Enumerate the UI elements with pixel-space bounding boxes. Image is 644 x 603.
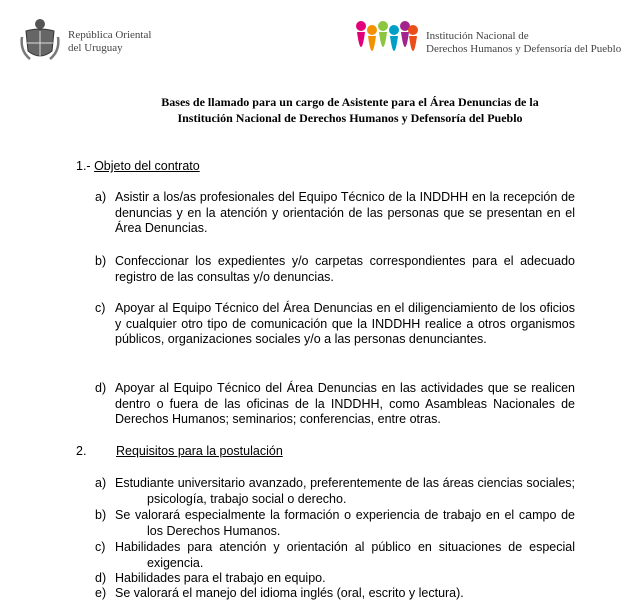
section2-heading-text: Requisitos para la postulación — [116, 444, 283, 458]
logo-figure-body — [390, 36, 398, 51]
logo-figure-body — [357, 32, 365, 47]
title-line2: Institución Nacional de Derechos Humanos y Defensoría del Pueblo — [177, 111, 523, 125]
section1-item-b — [95, 254, 575, 285]
item-marker: d) — [95, 381, 107, 395]
left-org-line2: del Uruguay — [68, 42, 123, 54]
left-org-line1: República Oriental — [68, 29, 152, 41]
item-text: Habilidades para atención y orientación al público en situaciones de especial exigencia. — [115, 540, 575, 570]
section2-heading — [116, 444, 283, 459]
item-marker: b) — [95, 508, 107, 522]
title-line1: Bases de llamado para un cargo de Asistente para el Área Denuncias de la — [161, 95, 539, 109]
inddhh-logo — [353, 10, 419, 70]
logo-figure-head — [408, 25, 418, 35]
section2-item-a — [95, 476, 575, 507]
uruguay-coat-of-arms-logo — [20, 17, 60, 63]
item-marker: c) — [95, 301, 106, 315]
logo-figure-body — [409, 36, 417, 51]
logo-figure-body — [368, 36, 376, 51]
section2-item-e — [95, 586, 575, 602]
item-marker: c) — [95, 540, 106, 554]
item-text: Confeccionar los expedientes y/o carpetas correspondientes para el adecuado registro de las consultas y/o denuncias. — [115, 254, 575, 284]
right-organization-name — [426, 30, 621, 56]
section1-heading-text: Objeto del contrato — [94, 159, 200, 173]
section2-number: 2. — [76, 444, 87, 458]
item-text: Estudiante universitario avanzado, preferentemente de las áreas ciencias sociales; psicología, trabajo social o derecho. — [115, 476, 575, 506]
right-org-line1: Institución Nacional de — [426, 30, 529, 42]
section2-item-d — [95, 571, 575, 587]
item-text: Apoyar al Equipo Técnico del Área Denuncias en las actividades que se realicen dentro o fuera de las oficinas de la INDDHH, como Asambleas Nacionales de Derechos Humanos; seminarios; conferencias, entre otras. — [115, 381, 575, 426]
right-org-line2: Derechos Humanos y Defensoría del Pueblo — [426, 43, 622, 55]
logo-figure-head — [367, 25, 377, 35]
logo-figure-body — [379, 32, 387, 47]
section1-heading — [76, 159, 200, 174]
logo-figure-head — [378, 21, 388, 31]
item-marker: a) — [95, 190, 107, 204]
item-text: Se valorará el manejo del idioma inglés (oral, escrito y lectura). — [115, 586, 464, 600]
logo-figure-head — [389, 25, 399, 35]
section1-item-a — [95, 190, 575, 237]
item-marker: a) — [95, 476, 107, 490]
section2-item-b — [95, 508, 575, 539]
item-text: Asistir a los/as profesionales del Equipo Técnico de la INDDHH en la recepción de denuncias y en la atención y orientación de las personas que se presentan en el Área Denuncias. — [115, 190, 575, 235]
section1-item-c — [95, 301, 575, 348]
item-marker: b) — [95, 254, 107, 268]
item-marker: d) — [95, 571, 107, 585]
logo-figure-body — [401, 32, 409, 47]
item-text: Habilidades para el trabajo en equipo. — [115, 571, 326, 585]
logo-figure-head — [356, 21, 366, 31]
section1-number: 1.- — [76, 159, 91, 173]
item-text: Apoyar al Equipo Técnico del Área Denuncias en el diligenciamiento de los oficios y cualquier otro tipo de comunicación que la INDDHH realice a otros organismos públicos, organizaciones sociales y/o a las personas denunciantes. — [115, 301, 575, 346]
left-organization-name — [68, 29, 151, 55]
section2-item-c — [95, 540, 575, 571]
section1-item-d — [95, 381, 575, 428]
item-marker: e) — [95, 586, 107, 600]
document-title — [80, 94, 620, 126]
item-text: Se valorará especialmente la formación o experiencia de trabajo en el campo de los Derechos Humanos. — [115, 508, 575, 538]
